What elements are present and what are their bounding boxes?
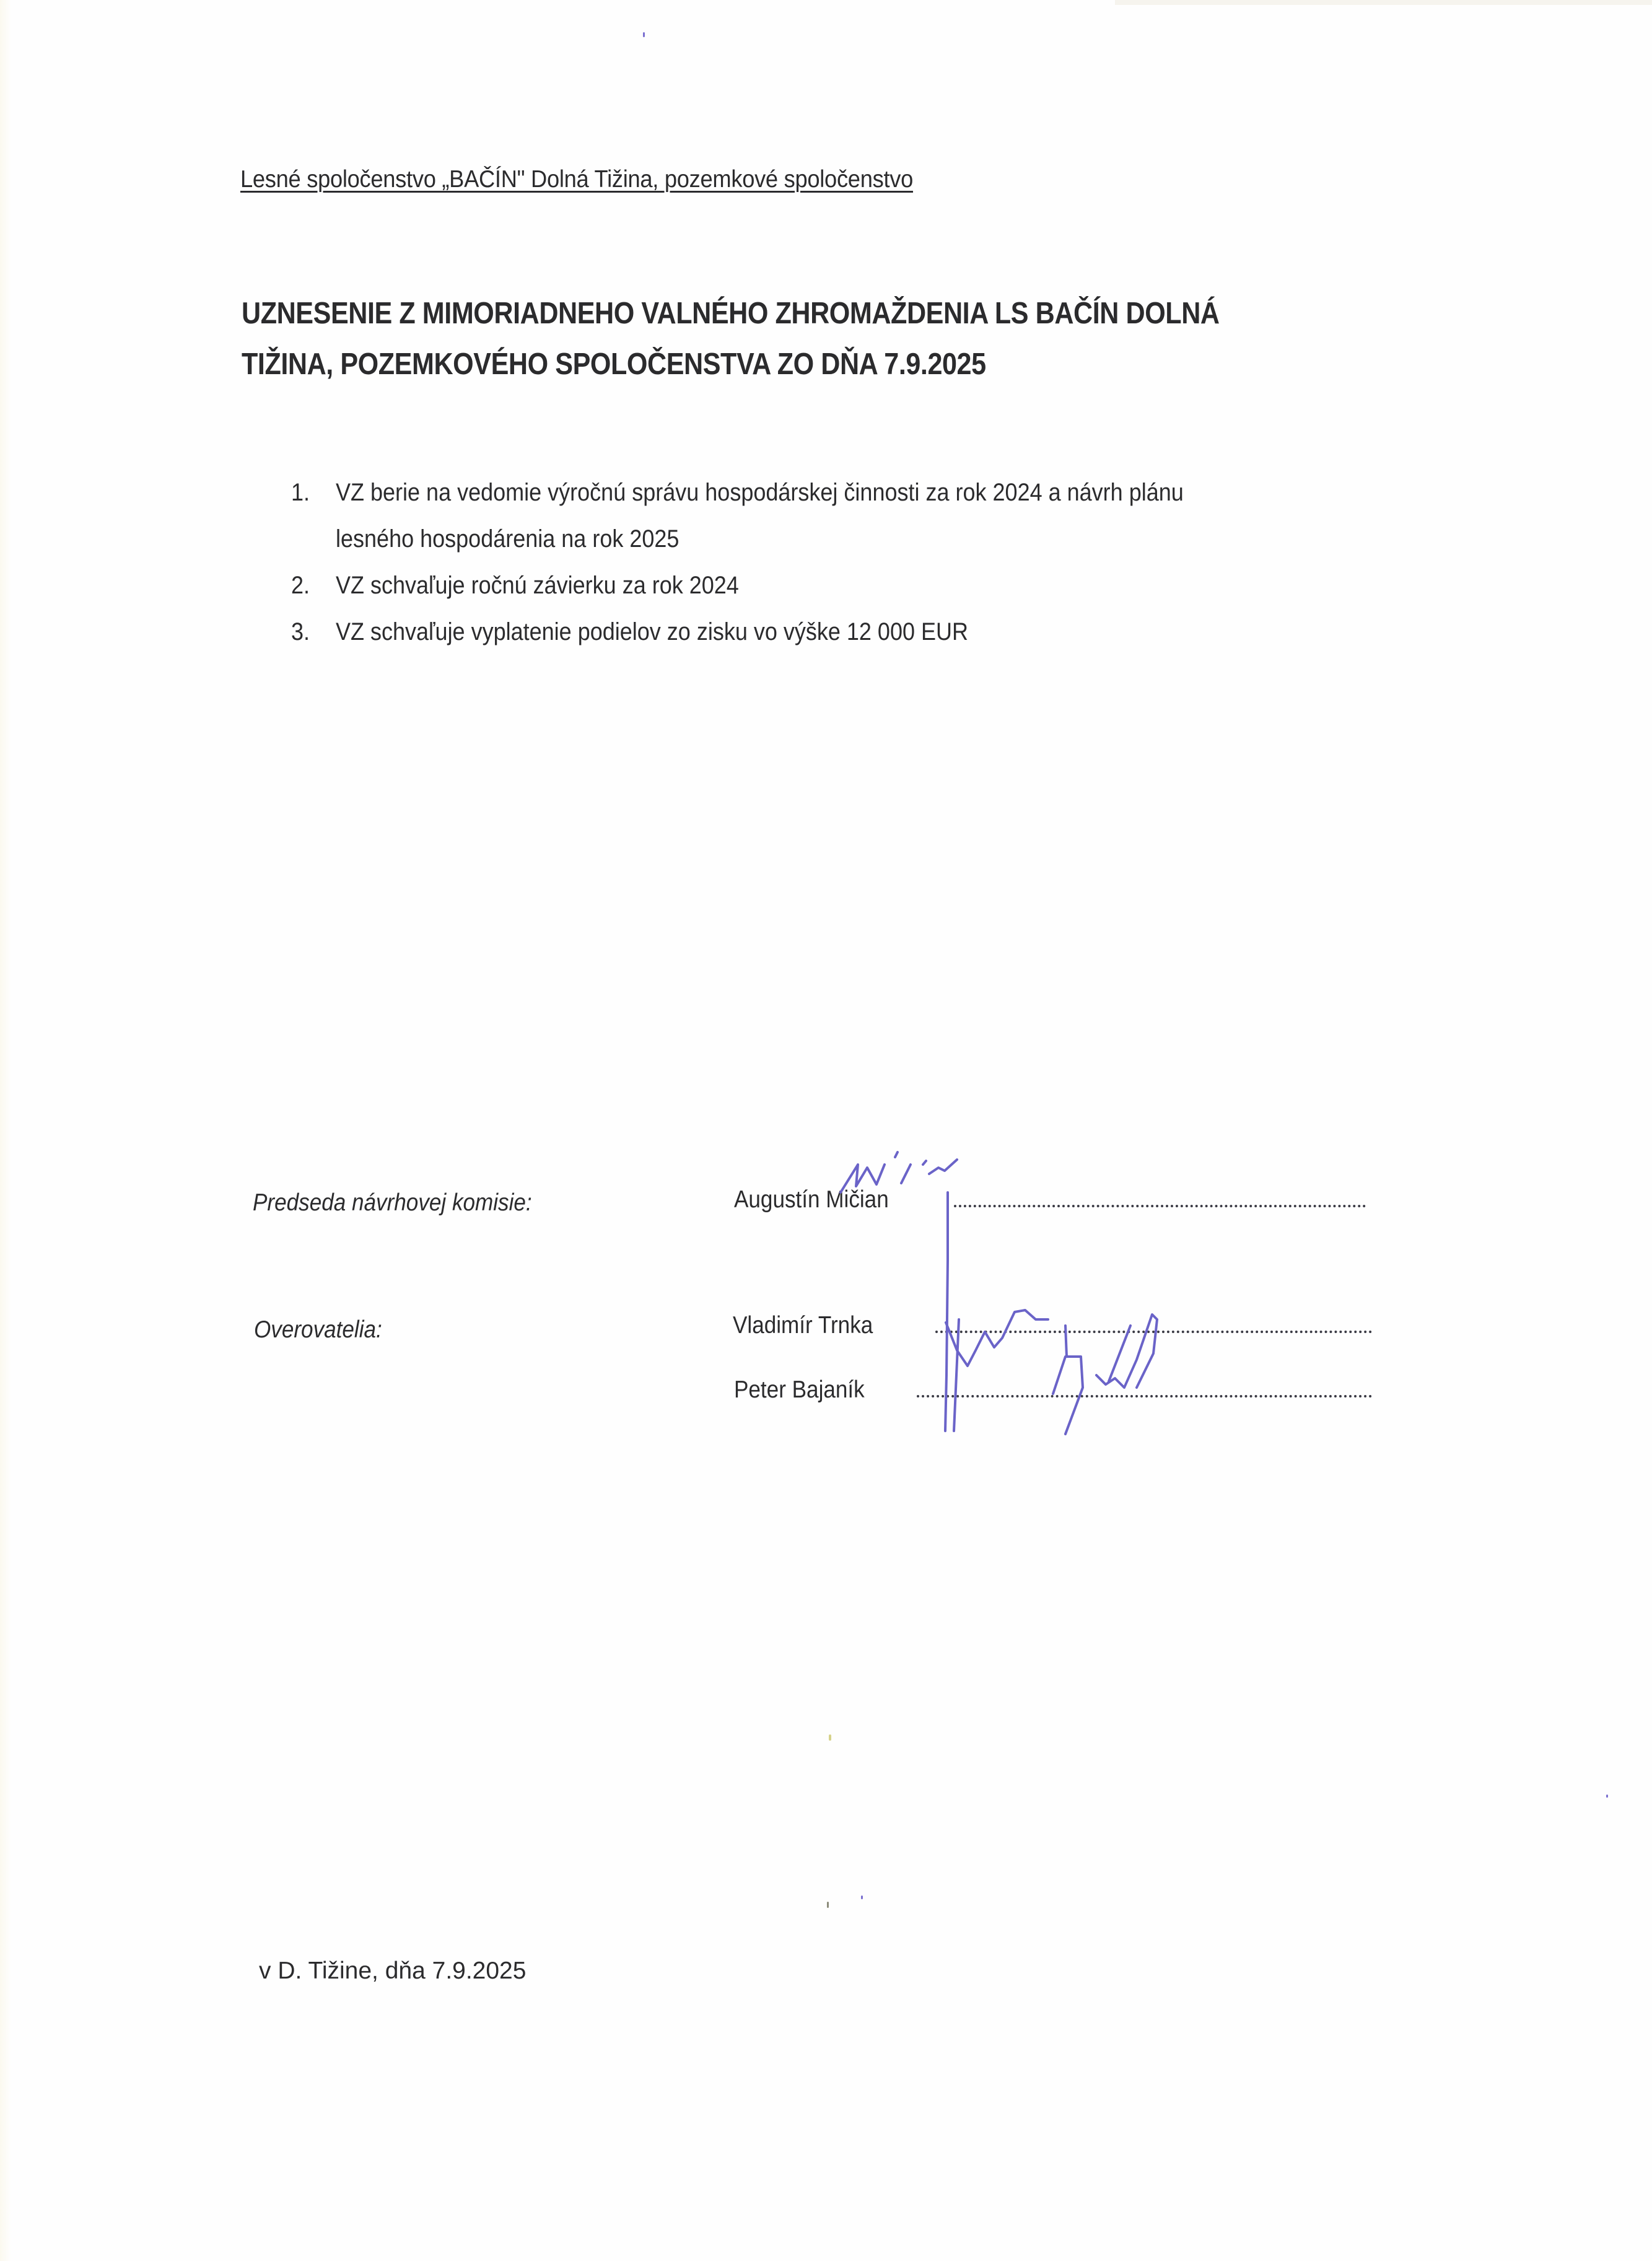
place-and-date: v D. Tižine, dňa 7.9.2025 bbox=[259, 1957, 527, 1984]
chair-name: Augustín Mičian bbox=[734, 1186, 889, 1213]
resolution-number: 2. bbox=[291, 572, 310, 599]
chair-label: Predseda návrhovej komisie: bbox=[253, 1189, 532, 1216]
chair-signature-line bbox=[954, 1205, 1366, 1207]
verifier-name-2: Peter Bajaník bbox=[734, 1376, 865, 1403]
resolution-item-2 bbox=[291, 562, 1184, 609]
scan-speck bbox=[861, 1896, 863, 1899]
verifier-name-1: Vladimír Trnka bbox=[733, 1312, 873, 1339]
resolutions-list bbox=[291, 470, 1283, 655]
page-edge bbox=[1115, 0, 1652, 5]
resolution-item-1 bbox=[291, 470, 1184, 562]
scan-speck bbox=[1606, 1795, 1608, 1798]
organization-header: Lesné spoločenstvo „BAČÍN" Dolná Tižina, pozemkové spoločenstvo bbox=[240, 166, 913, 193]
resolution-number: 1. bbox=[291, 479, 310, 506]
document-title bbox=[242, 288, 1220, 390]
resolution-number: 3. bbox=[291, 618, 310, 645]
verifier-2-signature-line bbox=[917, 1395, 1372, 1397]
title-line-1: UZNESENIE Z MIMORIADNEHO VALNÉHO ZHROMAŽDENIA LS BAČÍN DOLNÁ bbox=[242, 297, 1220, 330]
resolution-text-continued: lesného hospodárenia na rok 2025 bbox=[336, 525, 680, 553]
verifiers-label: Overovatelia: bbox=[254, 1316, 382, 1343]
resolution-text: VZ schvaľuje ročnú závierku za rok 2024 bbox=[336, 572, 739, 599]
scan-speck bbox=[829, 1734, 831, 1741]
verifier-1-signature-line bbox=[935, 1331, 1372, 1333]
title-line-2: TIŽINA, POZEMKOVÉHO SPOLOČENSTVA ZO DŇA 7.9.2025 bbox=[242, 348, 986, 381]
resolution-text: VZ schvaľuje vyplatenie podielov zo zisku vo výške 12 000 EUR bbox=[336, 618, 969, 645]
page-edge bbox=[0, 0, 11, 2261]
resolution-text: VZ berie na vedomie výročnú správu hospodárskej činnosti za rok 2024 a návrh plánu bbox=[336, 479, 1184, 506]
resolution-item-3 bbox=[291, 609, 1184, 655]
scan-speck bbox=[643, 32, 645, 37]
scan-speck bbox=[827, 1902, 829, 1908]
